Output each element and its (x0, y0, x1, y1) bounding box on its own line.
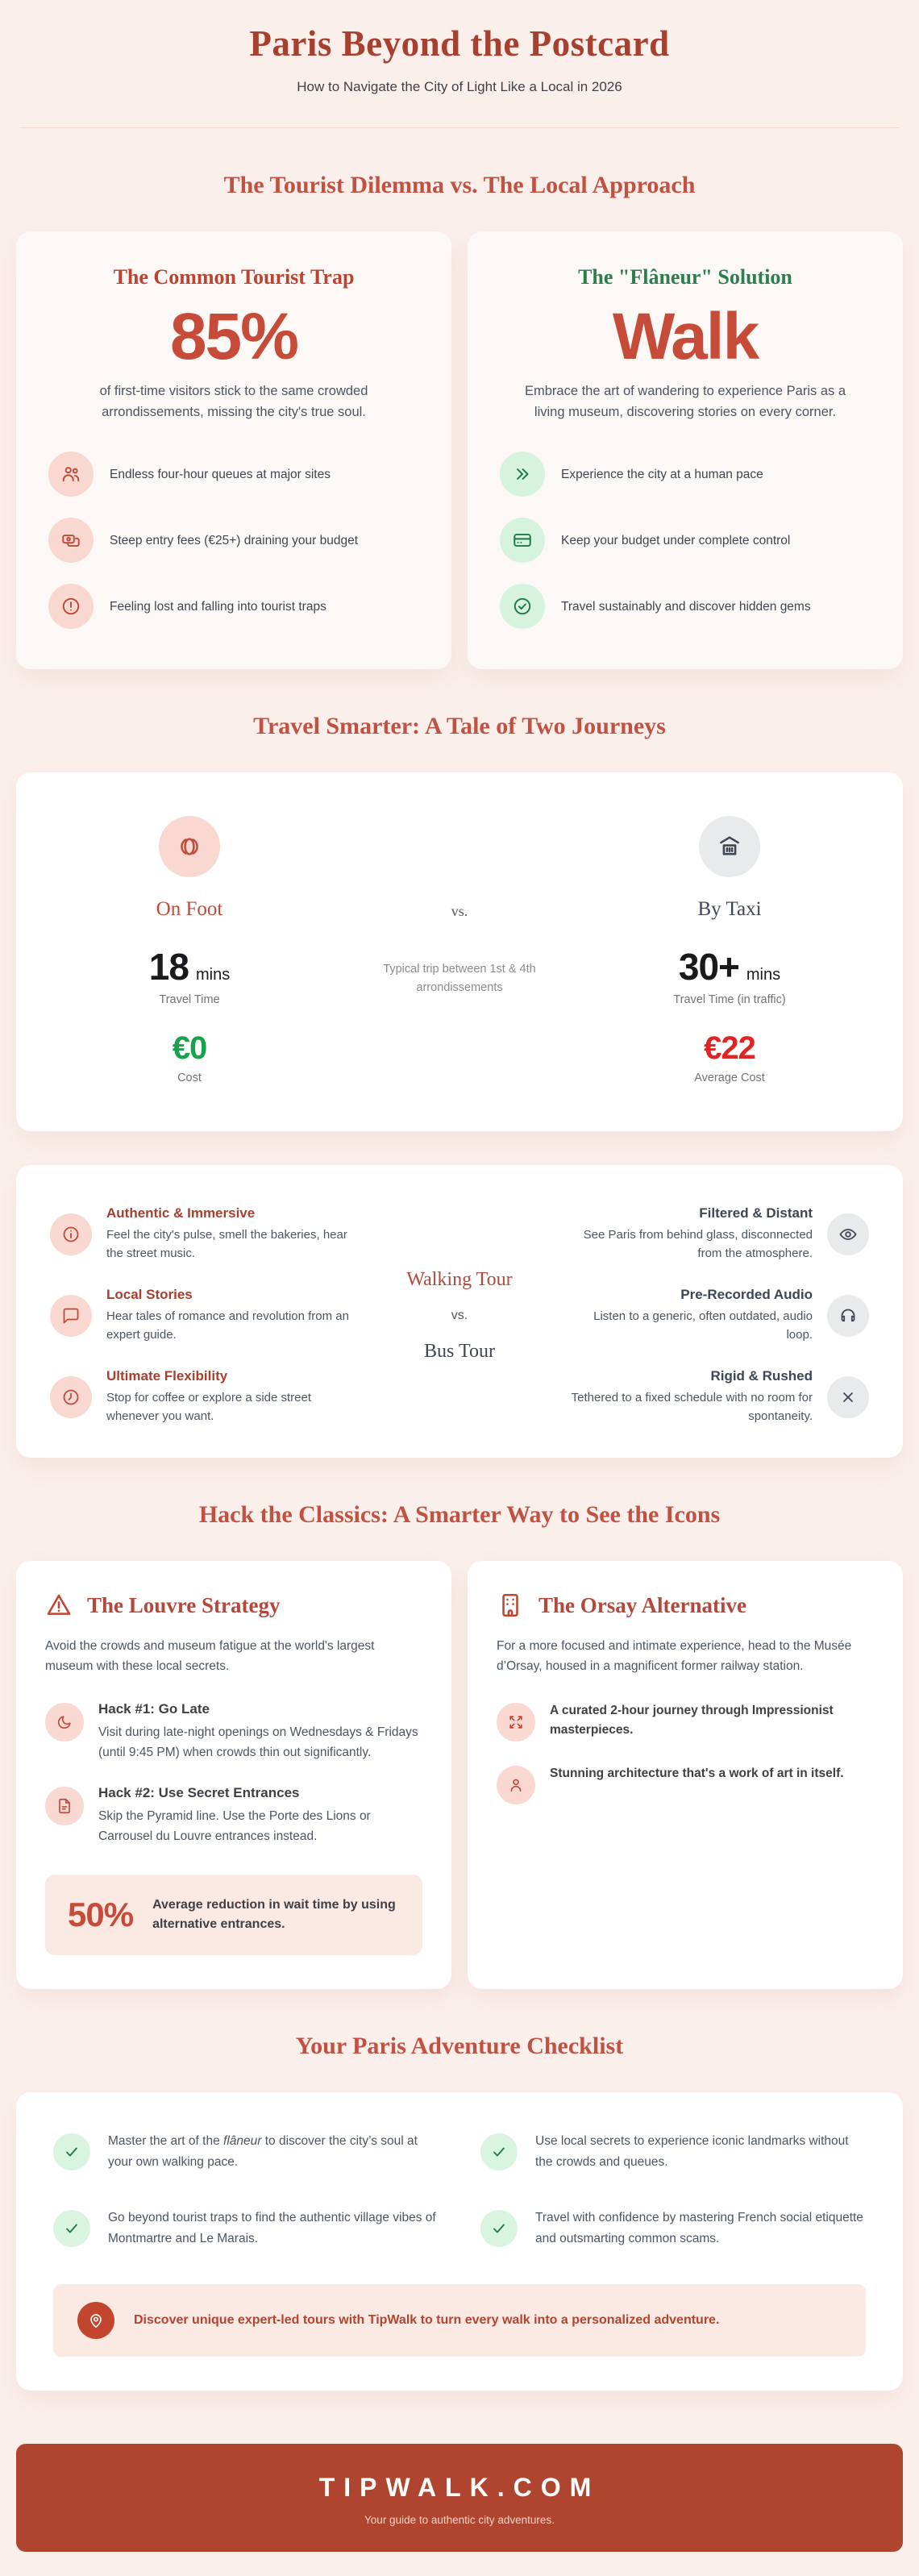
louvre-stat-box (45, 1875, 422, 1955)
point-title: Authentic & Immersive (106, 1205, 256, 1221)
list-item (50, 1287, 351, 1344)
by-taxi-time-label: Travel Time (in traffic) (673, 993, 786, 1007)
on-foot-cost-value: €0 (172, 1030, 207, 1067)
moon-icon (45, 1703, 84, 1742)
tour-comparison-card (16, 1165, 903, 1458)
bus-tour-points (568, 1205, 869, 1425)
footer-tagline: Your guide to authentic city adventures. (364, 2514, 555, 2527)
feature-text: Steep entry fees (€25+) draining your budget (110, 533, 359, 547)
checklist-item (53, 2131, 439, 2172)
footer-banner-link[interactable] (16, 2444, 903, 2552)
checklist-heading: Your Paris Adventure Checklist (295, 2033, 624, 2059)
credit-card-icon (500, 518, 545, 563)
section-journeys (0, 713, 919, 1458)
point-title: Rigid & Rushed (710, 1368, 813, 1384)
point-text: Stop for coffee or explore a side street whenever you want. (106, 1391, 312, 1423)
orsay-item-text: A curated 2-hour journey through Impressionist masterpieces. (550, 1703, 834, 1737)
page-header (0, 0, 919, 128)
expand-icon (497, 1703, 535, 1742)
feature-text: Keep your budget under complete control (561, 533, 791, 547)
on-foot-cost-label: Cost (177, 1072, 202, 1085)
journey-vs-column (322, 903, 597, 997)
alert-circle-icon (48, 584, 94, 629)
list-item (568, 1368, 869, 1425)
list-item (568, 1287, 869, 1344)
walking-icon (159, 816, 220, 877)
x-icon (827, 1376, 869, 1418)
list-item (50, 1368, 351, 1425)
louvre-intro: Avoid the crowds and museum fatigue at the world's largest museum with these local secrets. (45, 1639, 375, 1674)
hack-item-text: Skip the Pyramid line. Use the Porte des Lions or Carrousel du Louvre entrances instead. (98, 1809, 371, 1844)
bank-building-icon (699, 816, 760, 877)
file-text-icon (45, 1787, 84, 1825)
list-item (500, 518, 871, 563)
walking-tour-label: Walking Tour (406, 1268, 513, 1290)
tourist-trap-card (16, 231, 451, 669)
by-taxi-time-value: 30+ (678, 946, 739, 988)
orsay-alternative-card (468, 1561, 903, 1989)
check-circle-icon (500, 584, 545, 629)
flaneur-description: Embrace the art of wandering to experience Paris as a living museum, discovering stories on every corner. (524, 384, 846, 419)
checklist-item (53, 2208, 439, 2249)
page-subtitle: How to Navigate the City of Light Like a Local in 2026 (297, 79, 622, 94)
section-dilemma (0, 172, 919, 669)
orsay-title: The Orsay Alternative (539, 1592, 746, 1617)
point-text: Listen to a generic, often outdated, audio loop. (593, 1309, 813, 1342)
checklist-text: Master the art of the flâneur to discover the city’s soul at your own walking pace. (108, 2134, 418, 2169)
list-item (48, 518, 419, 563)
tour-vs-label: vs. (451, 1308, 468, 1322)
headphones-icon (827, 1295, 869, 1337)
on-foot-column (56, 816, 322, 1084)
check-icon (53, 2133, 90, 2170)
list-item (48, 584, 419, 629)
vs-label: vs. (451, 903, 468, 920)
point-title: Local Stories (106, 1287, 193, 1303)
point-title: Ultimate Flexibility (106, 1368, 228, 1384)
tour-vs-column (359, 1269, 560, 1363)
tipwalk-callout (53, 2284, 866, 2357)
header-divider (20, 127, 899, 128)
hack-item-text: Visit during late-night openings on Wednesdays & Fridays (until 9:45 PM) when crowds thin out significantly. (98, 1725, 418, 1759)
hack-item-title: Hack #1: Go Late (98, 1700, 210, 1717)
check-icon (480, 2133, 518, 2170)
page-title: Paris Beyond the Postcard (249, 23, 670, 64)
point-text: Hear tales of romance and revolution from an expert guide. (106, 1309, 349, 1342)
list-item (500, 584, 871, 629)
callout-text: Discover unique expert-led tours with TipWalk to turn every walk into a personalized adventure. (134, 2312, 720, 2327)
louvre-stat-value: 50% (68, 1896, 134, 1933)
feature-text: Feeling lost and falling into tourist traps (110, 599, 326, 614)
feature-text: Travel sustainably and discover hidden gems (561, 599, 811, 614)
users-icon (48, 452, 94, 497)
eye-icon (827, 1213, 869, 1255)
list-item (50, 1205, 351, 1263)
checklist-item (480, 2208, 866, 2249)
vs-note: Typical trip between 1st & 4th arrondissements (383, 963, 536, 995)
journey-comparison-card (16, 772, 903, 1131)
section-hacks (0, 1501, 919, 1989)
check-icon (480, 2210, 518, 2247)
flaneur-solution-card (468, 231, 903, 669)
louvre-stat-text: Average reduction in wait time by using alternative entrances. (152, 1898, 396, 1931)
warning-triangle-icon (45, 1592, 73, 1619)
point-title: Filtered & Distant (699, 1205, 813, 1221)
check-icon (53, 2210, 90, 2247)
hack-item-title: Hack #2: Use Secret Entrances (98, 1785, 300, 1801)
tourist-trap-stat: 85% (169, 300, 298, 373)
building-icon (497, 1592, 524, 1619)
section-checklist (0, 2033, 919, 2391)
point-text: Feel the city's pulse, smell the bakeries, hear the street music. (106, 1228, 347, 1260)
by-taxi-time-unit: mins (746, 966, 781, 984)
map-pin-icon (77, 2302, 114, 2339)
chevrons-right-icon (500, 452, 545, 497)
louvre-strategy-card (16, 1561, 451, 1989)
louvre-title: The Louvre Strategy (87, 1592, 281, 1617)
orsay-intro: For a more focused and intimate experience, head to the Musée d’Orsay, housed in a magnificent former railway station. (497, 1639, 852, 1674)
list-item (45, 1785, 422, 1847)
dilemma-heading: The Tourist Dilemma vs. The Local Approach (223, 172, 696, 198)
feature-text: Experience the city at a human pace (561, 467, 763, 481)
checklist-item (480, 2131, 866, 2172)
list-item (497, 1701, 874, 1742)
hacks-heading: Hack the Classics: A Smarter Way to See the Icons (198, 1501, 721, 1529)
tourist-trap-title: The Common Tourist Trap (113, 265, 355, 289)
flaneur-title: The "Flâneur" Solution (578, 265, 792, 289)
info-icon (50, 1213, 92, 1255)
footer-site-name[interactable]: TIPWALK.COM (318, 2473, 601, 2503)
by-taxi-cost-label: Average Cost (694, 1072, 765, 1085)
clock-icon (50, 1376, 92, 1418)
list-item (48, 452, 419, 497)
user-icon (497, 1766, 535, 1804)
on-foot-time-label: Travel Time (159, 993, 220, 1007)
tourist-trap-description: of first-time visitors stick to the same crowded arrondissements, missing the city's true soul. (99, 384, 368, 419)
journeys-heading: Travel Smarter: A Tale of Two Journeys (253, 713, 666, 740)
by-taxi-cost-value: €22 (704, 1030, 755, 1067)
message-icon (50, 1295, 92, 1337)
list-item (500, 452, 871, 497)
bus-tour-label: Bus Tour (424, 1340, 495, 1362)
orsay-item-text: Stunning architecture that's a work of art in itself. (550, 1766, 844, 1780)
by-taxi-label: By Taxi (697, 898, 762, 921)
list-item (497, 1764, 874, 1804)
on-foot-label: On Foot (156, 898, 223, 921)
point-text: Tethered to a fixed schedule with no room for spontaneity. (571, 1391, 813, 1423)
checklist-card (16, 2092, 903, 2391)
by-taxi-column (597, 816, 863, 1084)
checklist-text: Go beyond tourist traps to find the authentic village vibes of Montmartre and Le Marais. (108, 2211, 436, 2245)
checklist-text: Use local secrets to experience iconic landmarks without the crowds and queues. (535, 2134, 849, 2169)
on-foot-time-unit: mins (195, 966, 231, 984)
checklist-text: Travel with confidence by mastering French social etiquette and outsmarting common scams. (535, 2211, 863, 2245)
on-foot-time-value: 18 (148, 946, 189, 988)
list-item (45, 1701, 422, 1763)
wallet-icon (48, 518, 94, 563)
feature-text: Endless four-hour queues at major sites (110, 467, 331, 481)
point-title: Pre-Recorded Audio (680, 1287, 813, 1303)
walking-tour-points (50, 1205, 351, 1425)
flaneur-stat: Walk (612, 300, 759, 373)
list-item (568, 1205, 869, 1263)
point-text: See Paris from behind glass, disconnected from the atmosphere. (583, 1228, 813, 1260)
